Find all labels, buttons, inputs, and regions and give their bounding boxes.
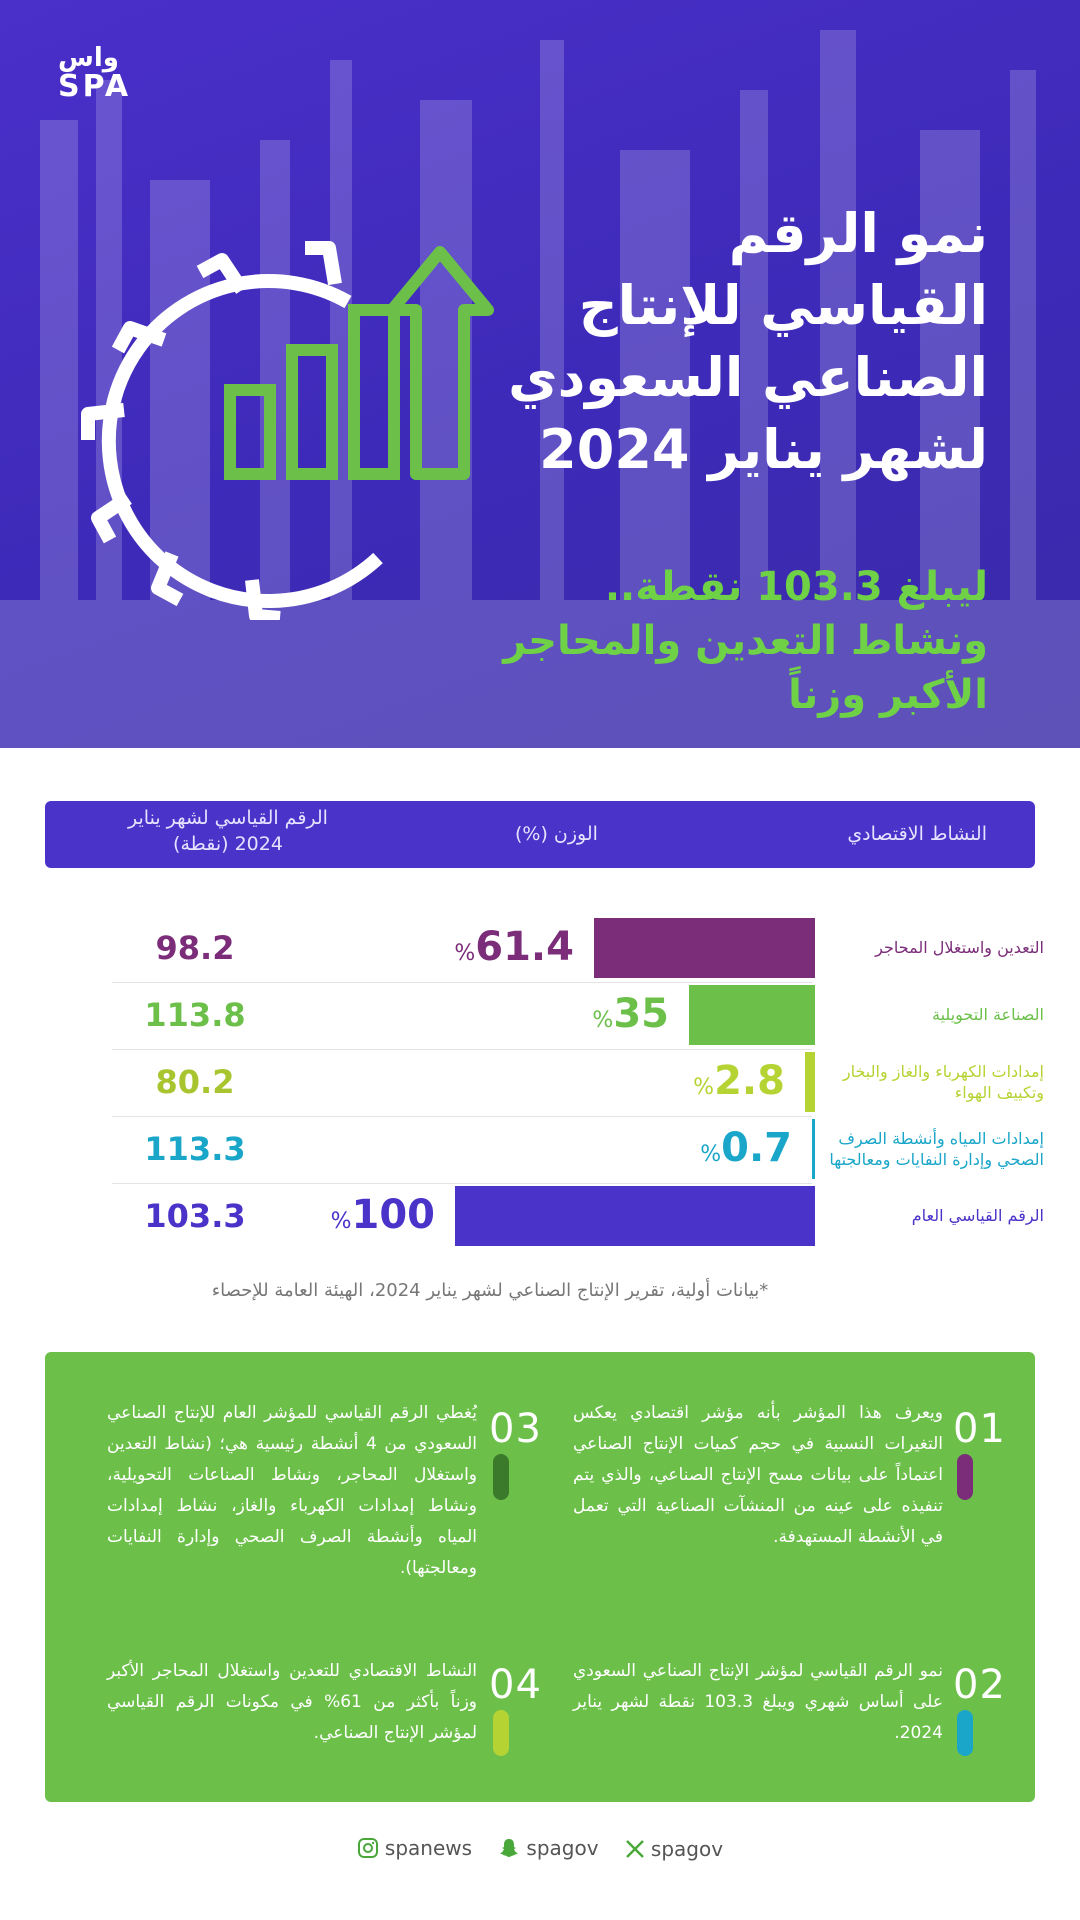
category-label: التعدين واستغلال المحاجر: [875, 938, 1044, 957]
row-separator: [112, 1049, 812, 1050]
logo-latin-text: SPA: [58, 69, 132, 104]
weight-value-label: [331, 1192, 435, 1245]
row-separator: [112, 1116, 812, 1117]
category-label: الرقم القياسي العام: [911, 1206, 1044, 1225]
weight-value-label: [454, 924, 574, 977]
header-index: الرقم القياسي لشهر يناير 2024 (نقطة): [128, 807, 328, 855]
category-label: إمدادات الكهرباء والغاز والبخار وتكييف الهواء: [842, 1062, 1044, 1102]
percent-sign: %: [330, 1209, 352, 1234]
weight-bar-chart: [0, 900, 1080, 1260]
card-indicator-pill: [957, 1710, 973, 1756]
row-separator: [112, 1183, 812, 1184]
hero-subtitle: ليبلغ 103.3 نقطة.. ونشاط التعدين والمحاجر الأكبر وزناً: [503, 564, 988, 718]
weight-bar: [812, 1119, 815, 1179]
category-label: إمدادات المياه وأنشطة الصرف الصحي وإدارة النفايات ومعالجتها: [829, 1129, 1044, 1169]
header-activity: النشاط الاقتصادي: [847, 823, 987, 845]
weight-value-label: [693, 1058, 785, 1111]
row-separator: [112, 982, 812, 983]
x-link[interactable]: [625, 1837, 723, 1861]
weight-number: 100: [351, 1192, 435, 1238]
index-value-label: 98.2: [155, 929, 235, 967]
index-value-label: 80.2: [155, 1063, 235, 1101]
weight-number: 61.4: [475, 924, 574, 970]
x-handle: spagov: [650, 1837, 724, 1861]
index-value-label: 103.3: [144, 1197, 246, 1235]
percent-sign: %: [592, 1008, 614, 1033]
percent-sign: %: [454, 941, 476, 966]
weight-value-label: [700, 1125, 792, 1178]
header-weight: الوزن (%): [515, 823, 598, 845]
card-text: النشاط الاقتصادي للتعدين واستغلال المحاجر الأكبر وزناً بأكثر من 61% في مكونات الرقم القياسي لمؤشر الإنتاج الصناعي.: [107, 1661, 477, 1743]
weight-bar: [455, 1186, 815, 1246]
gear-growth-icon: [80, 240, 520, 620]
instagram-handle: spanews: [384, 1836, 473, 1860]
card-text: نمو الرقم القياسي لمؤشر الإنتاج الصناعي السعودي على أساس شهري ويبلغ 103.3 نقطة لشهر يناير 2024.: [573, 1661, 944, 1743]
card-indicator-pill: [493, 1710, 509, 1756]
snapchat-icon: [498, 1837, 520, 1859]
percent-sign: %: [693, 1075, 715, 1100]
weight-bar: [805, 1052, 815, 1112]
hero-title: نمو الرقم القياسي للإنتاج الصناعي السعودي لشهر يناير 2024: [508, 202, 988, 481]
weight-number: 2.8: [714, 1058, 785, 1104]
card-number: 04: [489, 1662, 542, 1708]
table-header: [45, 801, 1035, 868]
weight-number: 0.7: [721, 1125, 792, 1171]
snapchat-handle: spagov: [526, 1836, 599, 1860]
instagram-icon: [357, 1837, 379, 1859]
social-footer: [0, 1836, 1080, 1870]
weight-number: 35: [613, 991, 669, 1037]
card-number: 03: [489, 1406, 542, 1452]
logo-arabic-text: واس: [58, 43, 119, 73]
instagram-link[interactable]: [357, 1836, 472, 1860]
index-value-label: 113.8: [144, 996, 246, 1034]
card-text: ويعرف هذا المؤشر بأنه مؤشر اقتصادي يعكس التغيرات النسبية في حجم كميات الإنتاج الصناعي اعتماداً على بيانات مسح الإنتاج الصناعي، والذي يتم تنفيذه على عينه من المنشآت الصناعية التي تعمل في الأنشطة المستهدفة.: [573, 1403, 943, 1547]
index-value-label: 113.3: [144, 1130, 246, 1168]
card-indicator-pill: [957, 1454, 973, 1500]
hero-banner: [0, 0, 1080, 748]
category-label: الصناعة التحويلية: [931, 1005, 1044, 1024]
spa-logo: [58, 44, 142, 102]
card-number: 02: [953, 1662, 1006, 1708]
weight-bar: [689, 985, 815, 1045]
weight-value-label: [592, 991, 669, 1044]
source-note: *بيانات أولية، تقرير الإنتاج الصناعي لشهر يناير 2024، الهيئة العامة للإحصاء: [211, 1280, 769, 1301]
info-panel: [45, 1352, 1035, 1802]
card-indicator-pill: [493, 1454, 509, 1500]
card-number: 01: [953, 1406, 1006, 1452]
weight-bar: [594, 918, 815, 978]
percent-sign: %: [700, 1142, 722, 1167]
snapchat-link[interactable]: [498, 1836, 598, 1860]
card-text: يُغطي الرقم القياسي للمؤشر العام للإنتاج الصناعي السعودي من 4 أنشطة رئيسية هي؛ (نشاط التعدين واستغلال المحاجر، ونشاط الصناعات التحويلية، ونشاط إمدادات الكهرباء والغاز، نشاط إمدادات المياه وأنشطة الصرف الصحي وإدارة النفايات ومعالجتها).: [107, 1403, 477, 1578]
x-icon: [625, 1839, 645, 1859]
